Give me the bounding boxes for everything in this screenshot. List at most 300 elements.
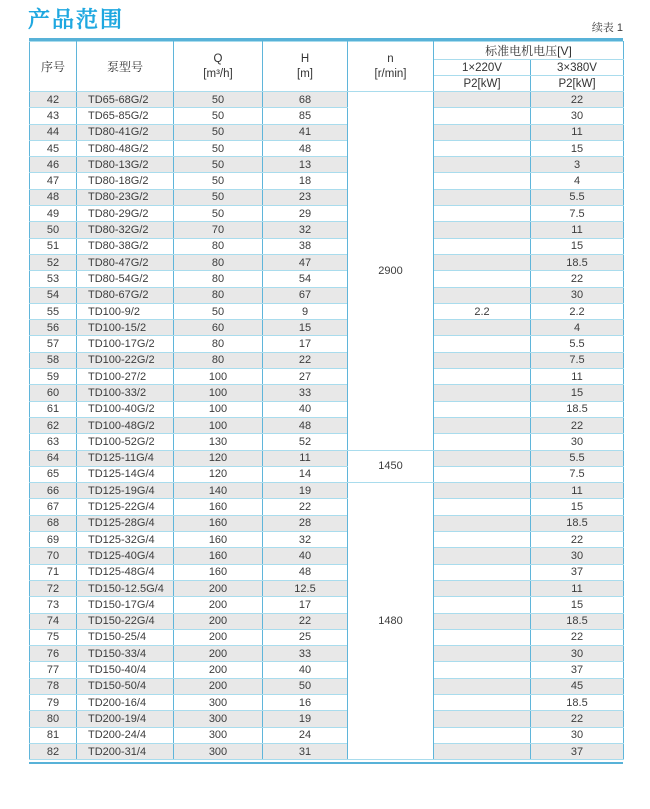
table-row — [30, 352, 624, 368]
flow-cell: 100 — [174, 385, 263, 401]
serial-cell: 54 — [30, 287, 77, 303]
col-header-model: 泵型号 — [77, 42, 174, 92]
power-380v-cell: 30 — [531, 287, 624, 303]
table-row — [30, 206, 624, 222]
power-220v-cell — [434, 124, 531, 140]
flow-cell: 200 — [174, 597, 263, 613]
speed-cell: 1450 — [348, 450, 434, 483]
table-row — [30, 434, 624, 450]
power-220v-cell — [434, 189, 531, 205]
table-row — [30, 303, 624, 319]
model-cell: TD125-22G/4 — [77, 499, 174, 515]
head-cell: 48 — [263, 140, 348, 156]
serial-cell: 70 — [30, 548, 77, 564]
head-cell: 25 — [263, 629, 348, 645]
power-380v-cell: 15 — [531, 385, 624, 401]
page-title: 产品范围 — [28, 7, 125, 32]
head-cell: 9 — [263, 303, 348, 319]
flow-cell: 50 — [174, 124, 263, 140]
head-cell: 32 — [263, 532, 348, 548]
serial-cell: 47 — [30, 173, 77, 189]
table-body — [30, 92, 624, 760]
power-220v-cell — [434, 222, 531, 238]
head-cell: 11 — [263, 450, 348, 466]
flow-cell: 200 — [174, 646, 263, 662]
serial-cell: 75 — [30, 629, 77, 645]
serial-cell: 68 — [30, 515, 77, 531]
model-cell: TD80-41G/2 — [77, 124, 174, 140]
head-cell: 22 — [263, 352, 348, 368]
table-row — [30, 417, 624, 433]
model-cell: TD150-50/4 — [77, 678, 174, 694]
model-cell: TD65-85G/2 — [77, 108, 174, 124]
table-row — [30, 320, 624, 336]
power-380v-cell: 37 — [531, 662, 624, 678]
head-cell: 24 — [263, 727, 348, 743]
col-header-serial: 序号 — [30, 42, 77, 92]
power-380v-cell: 11 — [531, 124, 624, 140]
table-row — [30, 238, 624, 254]
table-row — [30, 499, 624, 515]
flow-cell: 50 — [174, 92, 263, 108]
flow-cell: 50 — [174, 173, 263, 189]
table-row — [30, 711, 624, 727]
serial-cell: 72 — [30, 580, 77, 596]
serial-cell: 59 — [30, 369, 77, 385]
head-cell: 19 — [263, 483, 348, 499]
table-row — [30, 450, 624, 466]
table-row — [30, 108, 624, 124]
head-cell: 31 — [263, 743, 348, 759]
serial-cell: 44 — [30, 124, 77, 140]
flow-cell: 80 — [174, 271, 263, 287]
flow-cell: 160 — [174, 548, 263, 564]
power-220v-cell — [434, 157, 531, 173]
serial-cell: 60 — [30, 385, 77, 401]
table-row — [30, 157, 624, 173]
model-cell: TD65-68G/2 — [77, 92, 174, 108]
table-row — [30, 483, 624, 499]
power-220v-cell — [434, 450, 531, 466]
serial-cell: 49 — [30, 206, 77, 222]
table-row — [30, 173, 624, 189]
power-380v-cell: 18.5 — [531, 401, 624, 417]
power-380v-cell: 37 — [531, 564, 624, 580]
table-row — [30, 385, 624, 401]
power-220v-cell — [434, 662, 531, 678]
col-header-380v: 3×380V — [531, 60, 624, 76]
power-220v-cell — [434, 238, 531, 254]
head-cell: 52 — [263, 434, 348, 450]
power-380v-cell: 11 — [531, 483, 624, 499]
power-380v-cell: 11 — [531, 369, 624, 385]
power-220v-cell — [434, 678, 531, 694]
speed-symbol: n — [387, 53, 394, 66]
head-cell: 14 — [263, 466, 348, 482]
model-cell: TD80-29G/2 — [77, 206, 174, 222]
model-cell: TD150-25/4 — [77, 629, 174, 645]
serial-cell: 43 — [30, 108, 77, 124]
table-row — [30, 548, 624, 564]
serial-cell: 69 — [30, 532, 77, 548]
serial-cell: 78 — [30, 678, 77, 694]
head-unit: [m] — [297, 67, 313, 80]
power-380v-cell: 22 — [531, 532, 624, 548]
model-cell: TD125-48G/4 — [77, 564, 174, 580]
model-cell: TD125-11G/4 — [77, 450, 174, 466]
power-220v-cell — [434, 564, 531, 580]
power-380v-cell: 4 — [531, 320, 624, 336]
flow-cell: 80 — [174, 336, 263, 352]
serial-cell: 55 — [30, 303, 77, 319]
table-row — [30, 140, 624, 156]
power-220v-cell — [434, 173, 531, 189]
power-220v-cell — [434, 646, 531, 662]
power-380v-cell: 15 — [531, 597, 624, 613]
model-cell: TD100-15/2 — [77, 320, 174, 336]
col-header-flow — [174, 42, 263, 92]
power-380v-cell: 7.5 — [531, 466, 624, 482]
power-380v-cell: 18.5 — [531, 254, 624, 270]
power-380v-cell: 15 — [531, 140, 624, 156]
flow-cell: 50 — [174, 140, 263, 156]
model-cell: TD150-33/4 — [77, 646, 174, 662]
power-380v-cell: 4 — [531, 173, 624, 189]
serial-cell: 56 — [30, 320, 77, 336]
power-220v-cell — [434, 320, 531, 336]
serial-cell: 73 — [30, 597, 77, 613]
head-cell: 27 — [263, 369, 348, 385]
flow-cell: 200 — [174, 613, 263, 629]
serial-cell: 64 — [30, 450, 77, 466]
power-380v-cell: 7.5 — [531, 352, 624, 368]
power-220v-cell — [434, 336, 531, 352]
power-220v-cell — [434, 92, 531, 108]
power-220v-cell — [434, 401, 531, 417]
power-380v-cell: 30 — [531, 434, 624, 450]
head-cell: 22 — [263, 499, 348, 515]
head-cell: 54 — [263, 271, 348, 287]
flow-cell: 300 — [174, 743, 263, 759]
flow-cell: 80 — [174, 287, 263, 303]
table-row — [30, 743, 624, 759]
flow-cell: 50 — [174, 303, 263, 319]
head-cell: 47 — [263, 254, 348, 270]
power-220v-cell — [434, 743, 531, 759]
serial-cell: 62 — [30, 417, 77, 433]
model-cell: TD200-31/4 — [77, 743, 174, 759]
head-cell: 22 — [263, 613, 348, 629]
serial-cell: 46 — [30, 157, 77, 173]
flow-cell: 160 — [174, 532, 263, 548]
power-380v-cell: 22 — [531, 711, 624, 727]
flow-symbol: Q — [213, 53, 223, 66]
power-220v-cell — [434, 206, 531, 222]
flow-cell: 80 — [174, 238, 263, 254]
serial-cell: 61 — [30, 401, 77, 417]
head-cell: 19 — [263, 711, 348, 727]
power-380v-cell: 30 — [531, 646, 624, 662]
flow-cell: 100 — [174, 401, 263, 417]
head-cell: 13 — [263, 157, 348, 173]
power-220v-cell — [434, 629, 531, 645]
power-380v-cell: 15 — [531, 238, 624, 254]
model-cell: TD80-18G/2 — [77, 173, 174, 189]
power-380v-cell: 18.5 — [531, 515, 624, 531]
serial-cell: 82 — [30, 743, 77, 759]
model-cell: TD80-38G/2 — [77, 238, 174, 254]
power-220v-cell — [434, 466, 531, 482]
serial-cell: 63 — [30, 434, 77, 450]
power-380v-cell: 37 — [531, 743, 624, 759]
power-380v-cell: 7.5 — [531, 206, 624, 222]
flow-cell: 60 — [174, 320, 263, 336]
head-cell: 23 — [263, 189, 348, 205]
flow-cell: 50 — [174, 189, 263, 205]
table-row — [30, 271, 624, 287]
model-cell: TD80-67G/2 — [77, 287, 174, 303]
serial-cell: 65 — [30, 466, 77, 482]
power-380v-cell: 5.5 — [531, 450, 624, 466]
table-row — [30, 401, 624, 417]
flow-cell: 80 — [174, 352, 263, 368]
head-cell: 32 — [263, 222, 348, 238]
table-row — [30, 92, 624, 108]
col-header-p2-380: P2[kW] — [531, 76, 624, 92]
table-row — [30, 646, 624, 662]
power-220v-cell — [434, 434, 531, 450]
table-row — [30, 515, 624, 531]
head-cell: 17 — [263, 336, 348, 352]
serial-cell: 53 — [30, 271, 77, 287]
serial-cell: 81 — [30, 727, 77, 743]
power-380v-cell: 30 — [531, 548, 624, 564]
flow-cell: 300 — [174, 694, 263, 710]
serial-cell: 66 — [30, 483, 77, 499]
table-row — [30, 694, 624, 710]
table-row — [30, 629, 624, 645]
model-cell: TD200-24/4 — [77, 727, 174, 743]
power-220v-cell — [434, 271, 531, 287]
serial-cell: 52 — [30, 254, 77, 270]
head-cell: 48 — [263, 564, 348, 580]
serial-cell: 79 — [30, 694, 77, 710]
flow-cell: 100 — [174, 417, 263, 433]
power-220v-cell — [434, 532, 531, 548]
head-cell: 12.5 — [263, 580, 348, 596]
model-cell: TD80-23G/2 — [77, 189, 174, 205]
flow-cell: 300 — [174, 727, 263, 743]
power-380v-cell: 22 — [531, 629, 624, 645]
power-380v-cell: 3 — [531, 157, 624, 173]
col-header-p2-220: P2[kW] — [434, 76, 531, 92]
flow-cell: 140 — [174, 483, 263, 499]
power-220v-cell — [434, 597, 531, 613]
model-cell: TD150-12.5G/4 — [77, 580, 174, 596]
head-cell: 85 — [263, 108, 348, 124]
serial-cell: 57 — [30, 336, 77, 352]
model-cell: TD125-32G/4 — [77, 532, 174, 548]
model-cell: TD100-33/2 — [77, 385, 174, 401]
model-cell: TD100-48G/2 — [77, 417, 174, 433]
power-380v-cell: 11 — [531, 222, 624, 238]
col-header-220v: 1×220V — [434, 60, 531, 76]
head-cell: 33 — [263, 385, 348, 401]
model-cell: TD125-28G/4 — [77, 515, 174, 531]
power-220v-cell — [434, 417, 531, 433]
power-220v-cell: 2.2 — [434, 303, 531, 319]
table-row — [30, 254, 624, 270]
head-cell: 68 — [263, 92, 348, 108]
model-cell: TD200-16/4 — [77, 694, 174, 710]
table-row — [30, 124, 624, 140]
model-cell: TD125-19G/4 — [77, 483, 174, 499]
table-row — [30, 727, 624, 743]
serial-cell: 67 — [30, 499, 77, 515]
pump-spec-table — [29, 41, 624, 760]
power-380v-cell: 5.5 — [531, 189, 624, 205]
serial-cell: 48 — [30, 189, 77, 205]
serial-cell: 58 — [30, 352, 77, 368]
model-cell: TD150-17G/4 — [77, 597, 174, 613]
head-cell: 40 — [263, 401, 348, 417]
table-row — [30, 369, 624, 385]
table-row — [30, 662, 624, 678]
spec-table-wrapper — [29, 38, 623, 764]
flow-cell: 50 — [174, 157, 263, 173]
serial-cell: 45 — [30, 140, 77, 156]
power-220v-cell — [434, 515, 531, 531]
speed-cell: 1480 — [348, 483, 434, 760]
power-220v-cell — [434, 580, 531, 596]
flow-cell: 50 — [174, 108, 263, 124]
model-cell: TD150-22G/4 — [77, 613, 174, 629]
head-cell: 18 — [263, 173, 348, 189]
table-row — [30, 287, 624, 303]
power-380v-cell: 30 — [531, 108, 624, 124]
flow-cell: 200 — [174, 662, 263, 678]
head-cell: 67 — [263, 287, 348, 303]
power-220v-cell — [434, 352, 531, 368]
power-220v-cell — [434, 385, 531, 401]
table-row — [30, 678, 624, 694]
head-cell: 28 — [263, 515, 348, 531]
head-cell: 38 — [263, 238, 348, 254]
head-cell: 48 — [263, 417, 348, 433]
model-cell: TD200-19/4 — [77, 711, 174, 727]
power-380v-cell: 22 — [531, 92, 624, 108]
power-220v-cell — [434, 287, 531, 303]
flow-cell: 130 — [174, 434, 263, 450]
power-220v-cell — [434, 613, 531, 629]
power-220v-cell — [434, 694, 531, 710]
speed-cell: 2900 — [348, 92, 434, 451]
table-row — [30, 336, 624, 352]
flow-cell: 50 — [174, 206, 263, 222]
col-header-voltage-group: 标准电机电压[V] — [434, 42, 624, 60]
power-220v-cell — [434, 108, 531, 124]
power-380v-cell: 18.5 — [531, 613, 624, 629]
flow-cell: 120 — [174, 466, 263, 482]
col-header-head — [263, 42, 348, 92]
table-row — [30, 222, 624, 238]
table-row — [30, 466, 624, 482]
flow-cell: 120 — [174, 450, 263, 466]
power-220v-cell — [434, 499, 531, 515]
model-cell: TD125-40G/4 — [77, 548, 174, 564]
speed-unit: [r/min] — [374, 67, 407, 80]
power-220v-cell — [434, 483, 531, 499]
flow-cell: 160 — [174, 499, 263, 515]
head-cell: 29 — [263, 206, 348, 222]
flow-cell: 200 — [174, 678, 263, 694]
serial-cell: 51 — [30, 238, 77, 254]
model-cell: TD100-17G/2 — [77, 336, 174, 352]
serial-cell: 50 — [30, 222, 77, 238]
power-380v-cell: 30 — [531, 727, 624, 743]
head-cell: 40 — [263, 548, 348, 564]
head-symbol: H — [300, 53, 310, 66]
head-cell: 17 — [263, 597, 348, 613]
flow-cell: 70 — [174, 222, 263, 238]
flow-cell: 160 — [174, 564, 263, 580]
table-row — [30, 532, 624, 548]
power-220v-cell — [434, 727, 531, 743]
head-cell: 33 — [263, 646, 348, 662]
power-380v-cell: 18.5 — [531, 694, 624, 710]
model-cell: TD100-52G/2 — [77, 434, 174, 450]
header-row-1 — [30, 42, 624, 60]
flow-cell: 300 — [174, 711, 263, 727]
power-380v-cell: 22 — [531, 271, 624, 287]
model-cell: TD80-47G/2 — [77, 254, 174, 270]
head-cell: 16 — [263, 694, 348, 710]
power-380v-cell: 11 — [531, 580, 624, 596]
model-cell: TD150-40/4 — [77, 662, 174, 678]
head-cell: 40 — [263, 662, 348, 678]
flow-cell: 100 — [174, 369, 263, 385]
power-380v-cell: 15 — [531, 499, 624, 515]
model-cell: TD80-13G/2 — [77, 157, 174, 173]
serial-cell: 80 — [30, 711, 77, 727]
model-cell: TD100-9/2 — [77, 303, 174, 319]
serial-cell: 76 — [30, 646, 77, 662]
power-380v-cell: 5.5 — [531, 336, 624, 352]
model-cell: TD125-14G/4 — [77, 466, 174, 482]
table-header — [30, 42, 624, 92]
model-cell: TD100-27/2 — [77, 369, 174, 385]
table-row — [30, 597, 624, 613]
table-row — [30, 613, 624, 629]
serial-cell: 71 — [30, 564, 77, 580]
model-cell: TD100-40G/2 — [77, 401, 174, 417]
power-220v-cell — [434, 711, 531, 727]
power-220v-cell — [434, 369, 531, 385]
model-cell: TD80-48G/2 — [77, 140, 174, 156]
head-cell: 15 — [263, 320, 348, 336]
flow-cell: 160 — [174, 515, 263, 531]
table-row — [30, 580, 624, 596]
model-cell: TD100-22G/2 — [77, 352, 174, 368]
serial-cell: 74 — [30, 613, 77, 629]
model-cell: TD80-32G/2 — [77, 222, 174, 238]
power-220v-cell — [434, 254, 531, 270]
col-header-speed — [348, 42, 434, 92]
table-row — [30, 564, 624, 580]
flow-cell: 200 — [174, 629, 263, 645]
flow-cell: 80 — [174, 254, 263, 270]
head-cell: 41 — [263, 124, 348, 140]
